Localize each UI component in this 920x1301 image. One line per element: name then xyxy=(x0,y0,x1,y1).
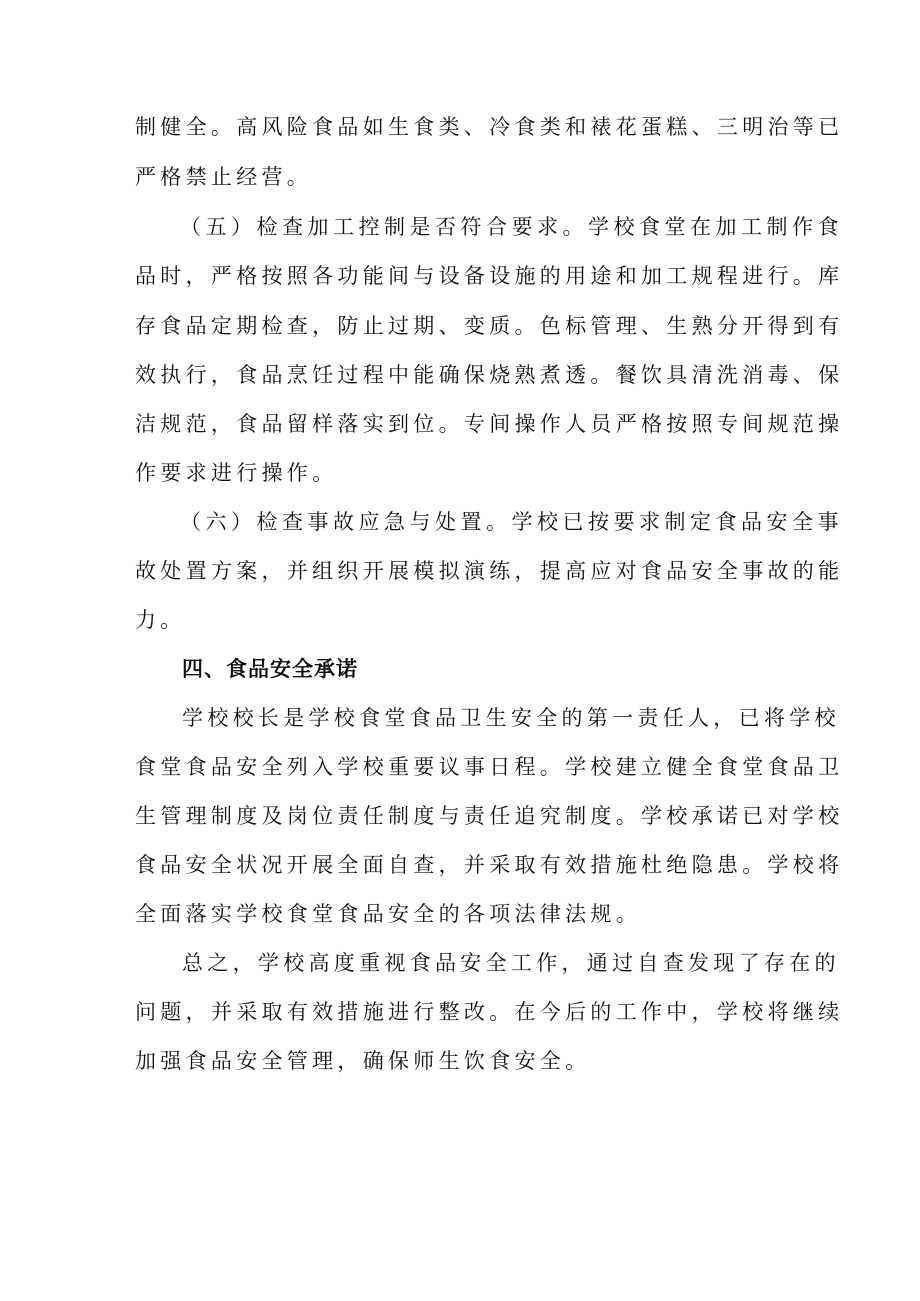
text-line: （五）检查加工控制是否符合要求。学校食堂在加工制作食 xyxy=(180,215,843,239)
text-line: 学校校长是学校食堂食品卫生安全的第一责任人，已将学校 xyxy=(182,706,840,730)
text-line: 存食品定期检查，防止过期、变质。色标管理、生熟分开得到有 xyxy=(135,314,844,338)
section-heading: 四、食品安全承诺 xyxy=(182,657,358,681)
text-line: 问题，并采取有效措施进行整改。在今后的工作中，学校将继续 xyxy=(135,1000,844,1024)
text-line: 总之，学校高度重视食品安全工作，通过自查发现了存在的 xyxy=(182,951,840,975)
text-line: 制健全。高风险食品如生食类、冷食类和裱花蛋糕、三明治等已 xyxy=(135,115,844,139)
text-line: 食品安全状况开展全面自查，并采取有效措施杜绝隐患。学校将 xyxy=(135,853,844,877)
text-line: 食堂食品安全列入学校重要议事日程。学校建立健全食堂食品卫 xyxy=(135,755,844,779)
text-line: 故处置方案，并组织开展模拟演练，提高应对食品安全事故的能 xyxy=(135,559,844,583)
text-line: 加强食品安全管理，确保师生饮食安全。 xyxy=(135,1049,591,1073)
text-line: 效执行，食品烹饪过程中能确保烧熟煮透。餐饮具清洗消毒、保 xyxy=(135,363,844,387)
text-line: 生管理制度及岗位责任制度与责任追究制度。学校承诺已对学校 xyxy=(135,804,844,828)
text-line: 严格禁止经营。 xyxy=(135,165,313,189)
text-line: 全面落实学校食堂食品安全的各项法律法规。 xyxy=(135,902,641,926)
text-line: 作要求进行操作。 xyxy=(135,461,338,485)
text-line: 洁规范，食品留样落实到位。专间操作人员严格按照专间规范操 xyxy=(135,412,844,436)
text-line: 力。 xyxy=(135,608,186,632)
text-line: 品时，严格按照各功能间与设备设施的用途和加工规程进行。库 xyxy=(135,264,844,288)
text-line: （六）检查事故应急与处置。学校已按要求制定食品安全事 xyxy=(180,510,843,534)
